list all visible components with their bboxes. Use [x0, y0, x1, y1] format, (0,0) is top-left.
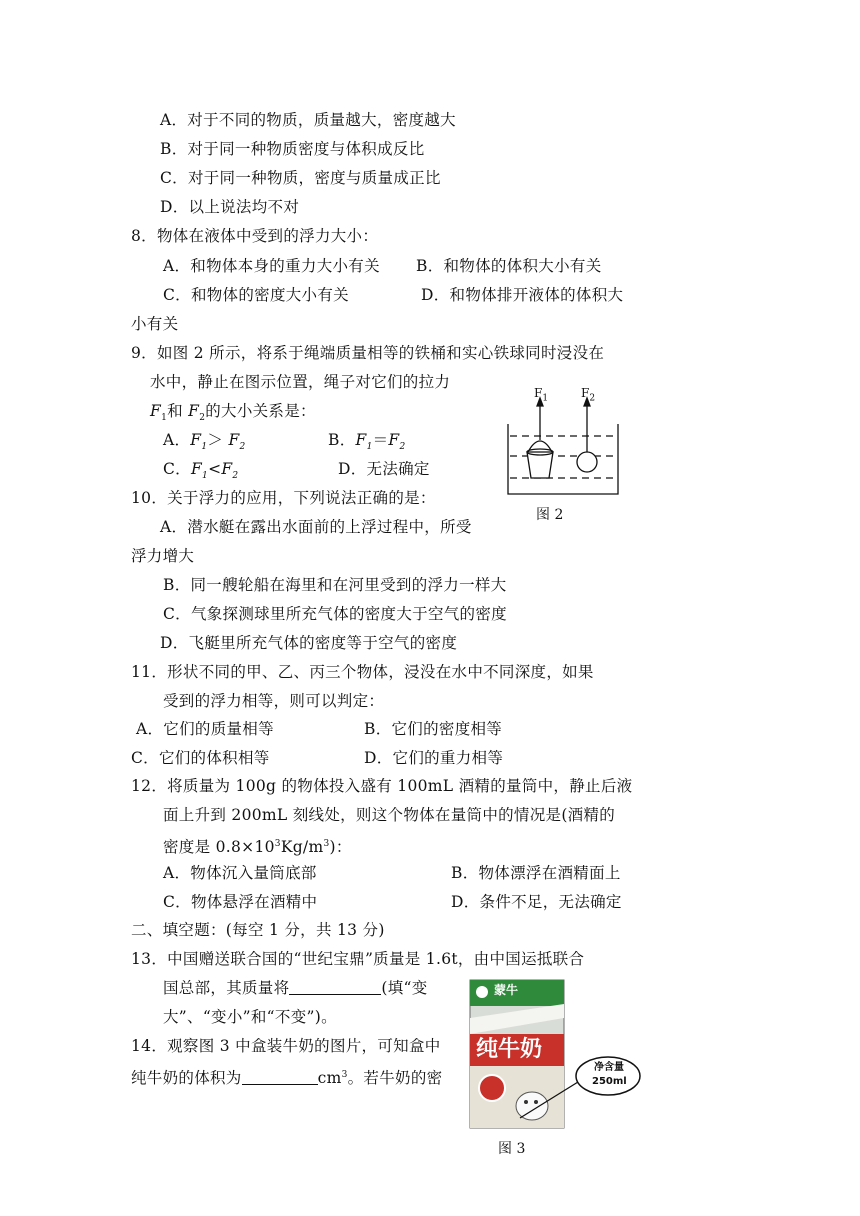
figure-2-diagram: [500, 386, 625, 498]
q7-option-a: A．对于不同的物质，质量越大，密度越大: [160, 111, 456, 129]
callout-title: 净含量: [594, 1062, 624, 1073]
q9-stem-line2: 水中，静止在图示位置，绳子对它们的拉力: [150, 373, 451, 391]
q11-option-b: B．它们的密度相等: [364, 720, 503, 738]
q8-option-a: A．和物体本身的重力大小有关: [163, 257, 380, 275]
fig2-label-f1: $F_1$: [534, 386, 549, 404]
fig2-label-f2: $F_2$: [581, 386, 596, 404]
q9-stem-line1: 9．如图 2 所示，将系于绳端质量相等的铁桶和实心铁球同时浸没在: [131, 344, 605, 362]
q11-option-d: D．它们的重力相等: [364, 749, 504, 767]
q11-stem-line2: 受到的浮力相等，则可以判定：: [163, 692, 385, 710]
q12-option-b: B．物体漂浮在酒精面上: [451, 864, 621, 882]
fig3-caption: 图 3: [498, 1141, 526, 1157]
q7-option-d: D．以上说法均不对: [160, 198, 300, 216]
figure-3: [468, 978, 648, 1157]
q10-option-c: C．气象探测球里所充气体的密度大于空气的密度: [163, 605, 507, 623]
q9-option-a: A．$F_1> F_2$: [163, 431, 246, 453]
q12-stem-line3: 密度是 $0.8\times 10^3Kg/m^3$)：: [163, 838, 352, 857]
brand-logo-icon: [476, 986, 488, 998]
q9-option-c: C．$F_1<F_2$: [163, 460, 239, 482]
q12-option-a: A．物体沉入量筒底部: [163, 864, 317, 882]
cow-mascot-icon: [516, 1092, 548, 1120]
q11-option-a: A．它们的质量相等: [136, 720, 274, 738]
q11-stem-line1: 11．形状不同的甲、乙、丙三个物体，浸没在水中不同深度，如果: [131, 663, 594, 681]
q10-option-a-cont: 浮力增大: [131, 547, 195, 565]
q9-option-d: D．无法确定: [338, 460, 430, 478]
iron-bucket: [527, 452, 553, 478]
q10-option-d: D．飞艇里所充气体的密度等于空气的密度: [160, 634, 458, 652]
q12-option-c: C．物体悬浮在酒精中: [163, 893, 318, 911]
carton-brand: 蒙牛: [494, 983, 519, 997]
q14-answer-blank[interactable]: [242, 1069, 318, 1085]
q8-stem: 8．物体在液体中受到的浮力大小：: [131, 227, 379, 245]
q12-stem-line1: 12．将质量为 100g 的物体投入盛有 100mL 酒精的量筒中，静止后液: [131, 777, 633, 795]
q7-option-b: B．对于同一种物质密度与体积成反比: [160, 140, 425, 158]
q13-line1: 13．中国赠送联合国的“世纪宝鼎”质量是 1.6t，由中国运抵联合: [131, 950, 585, 968]
section-title-fill-in: 二、填空题：(每空 1 分，共 13 分): [131, 921, 385, 939]
q8-option-b: B．和物体的体积大小有关: [416, 257, 602, 275]
q8-option-c: C．和物体的密度大小有关: [163, 286, 349, 304]
q10-stem: 10．关于浮力的应用，下列说法正确的是：: [131, 489, 436, 507]
callout-value: 250ml: [592, 1076, 627, 1087]
carton-product-name: 纯牛奶: [476, 1037, 543, 1062]
q8-option-d-cont: 小有关: [131, 315, 179, 333]
q9-option-b: B．$F_1=F_2$: [328, 431, 406, 453]
q11-option-c: C．它们的体积相等: [131, 749, 270, 767]
q12-option-d: D．条件不足，无法确定: [451, 893, 622, 911]
q13-line3: 大”、“变小”和“不变”)。: [163, 1008, 337, 1026]
q9-stem-line3: $F_1$和 $F_2$的大小关系是：: [150, 402, 316, 424]
q7-option-c: C．对于同一种物质，密度与质量成正比: [160, 169, 441, 187]
q14-line1: 14．观察图 3 中盒装牛奶的图片，可知盒中: [131, 1037, 441, 1055]
q13-answer-blank[interactable]: [289, 979, 381, 995]
q14-line2: 纯牛奶的体积为 $cm^3$。若牛奶的密: [131, 1069, 443, 1088]
figure-2: [500, 386, 625, 523]
q10-option-a: A．潜水艇在露出水面前的上浮过程中，所受: [160, 518, 472, 536]
water-container: [508, 424, 618, 494]
q12-stem-line2: 面上升到 200mL 刻线处，则这个物体在量筒中的情况是(酒精的: [163, 806, 616, 824]
q13-line2: 国总部，其质量将 (填“变: [163, 979, 428, 997]
iron-ball: [577, 452, 597, 472]
q10-option-b: B．同一艘轮船在海里和在河里受到的浮力一样大: [163, 576, 507, 594]
fig2-caption: 图 2: [536, 507, 564, 523]
milk-logo-icon: [479, 1075, 505, 1101]
q8-option-d: D．和物体排开液体的体积大: [421, 286, 624, 304]
